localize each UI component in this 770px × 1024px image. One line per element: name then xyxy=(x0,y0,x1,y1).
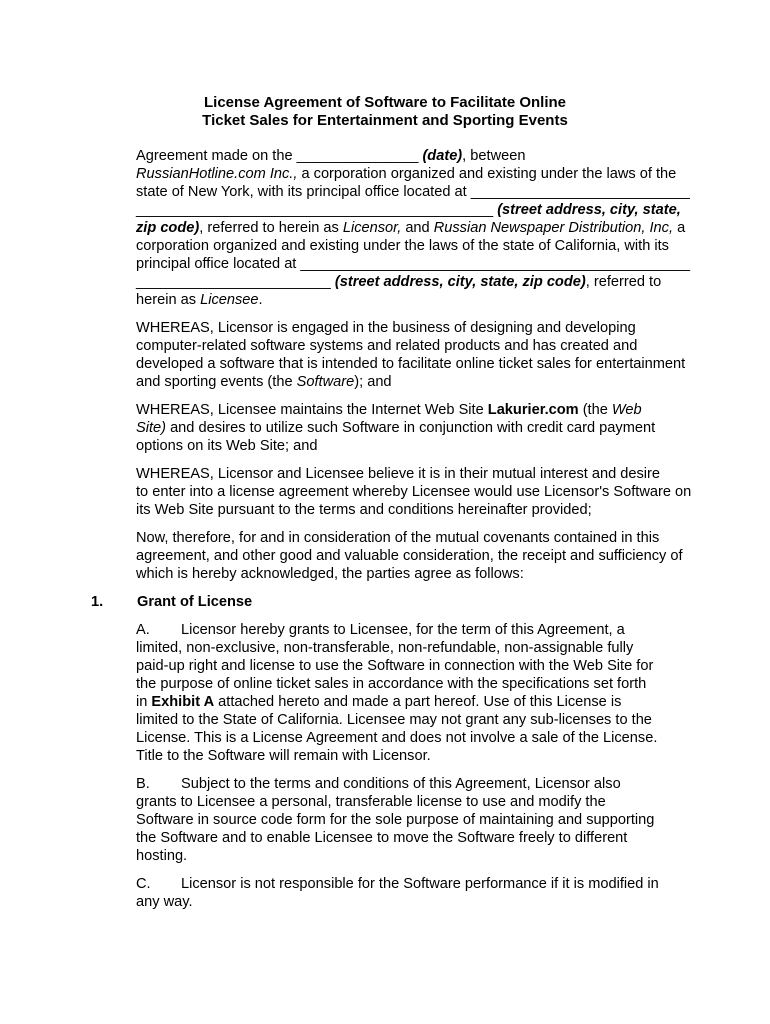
paragraph-text: Licensor hereby grants to Licensee, for the term of this Agreement, a xyxy=(181,622,625,638)
paragraph-line: WHEREAS, Licensor is engaged in the business of designing and developing xyxy=(136,320,636,336)
website-term: Web xyxy=(611,402,642,418)
paragraph-line: the purpose of online ticket sales in accordance with the specifications set forth xyxy=(136,676,647,692)
paragraph-text: in xyxy=(136,694,152,710)
clause-label: C. xyxy=(136,876,151,892)
intro-text: . xyxy=(258,292,263,308)
paragraph-line: Title to the Software will remain with Licensor. xyxy=(136,748,431,764)
section-1-heading xyxy=(91,593,681,611)
now-therefore-paragraph xyxy=(91,529,681,583)
clause-1c xyxy=(136,875,681,911)
title-line-2: Ticket Sales for Entertainment and Sporting Events xyxy=(202,112,568,129)
paragraph-text: ); and xyxy=(354,374,392,390)
paragraph-line: options on its Web Site; and xyxy=(136,438,318,454)
website-name: Lakurier.com xyxy=(487,402,579,418)
section-title: Grant of License xyxy=(137,594,253,610)
intro-text: Agreement made on the _______________ xyxy=(136,148,423,164)
website-term: Site) xyxy=(136,420,167,436)
intro-text: and xyxy=(401,220,434,236)
address-blank: ________________________ xyxy=(136,274,335,290)
licensee-term: Licensee xyxy=(200,292,259,308)
paragraph-line: License. This is a License Agreement and does not involve a sale of the License. xyxy=(136,730,658,746)
whereas-paragraph-2 xyxy=(91,401,681,455)
document-body xyxy=(91,147,692,921)
intro-text: , between xyxy=(462,148,526,164)
paragraph-line: grants to Licensee a personal, transferable license to use and modify the xyxy=(136,794,606,810)
paragraph-line: computer-related software systems and related products and has created and xyxy=(136,338,638,354)
paragraph-text: and sporting events (the xyxy=(136,374,297,390)
address-placeholder-label: (street address, city, state, zip code) xyxy=(334,274,586,290)
paragraph-line: its Web Site pursuant to the terms and conditions hereinafter provided; xyxy=(136,502,592,518)
intro-text: herein as xyxy=(136,292,201,308)
paragraph-line: which is hereby acknowledged, the parties agree as follows: xyxy=(136,566,524,582)
intro-text: state of New York, with its principal office located at ___________________________ xyxy=(136,184,690,200)
document-title xyxy=(0,94,770,130)
paragraph-text: WHEREAS, Licensee maintains the Internet Web Site xyxy=(136,402,488,418)
intro-text: , referred to xyxy=(585,274,662,290)
section-number: 1. xyxy=(91,594,104,610)
intro-text: principal office located at ________________________________________________ xyxy=(136,256,690,272)
software-term: Software xyxy=(296,374,355,390)
whereas-paragraph-1 xyxy=(91,319,686,391)
clause-1a xyxy=(136,621,681,765)
paragraph-text: and desires to utilize such Software in conjunction with credit card payment xyxy=(166,420,656,436)
paragraph-line: limited to the State of California. Licensee may not grant any sub-licenses to the xyxy=(136,712,652,728)
paragraph-line: the Software and to enable Licensee to move the Software freely to different xyxy=(136,830,628,846)
clause-label: B. xyxy=(136,776,150,792)
paragraph-line: to enter into a license agreement whereby Licensee would use Licensor's Software on xyxy=(136,484,692,500)
licensor-term: Licensor, xyxy=(342,220,402,236)
paragraph-text: attached hereto and made a part hereof. Use of this License is xyxy=(214,694,622,710)
intro-text: a corporation organized and existing under the laws of the xyxy=(297,166,677,182)
paragraph-text: Subject to the terms and conditions of this Agreement, Licensor also xyxy=(181,776,621,792)
intro-text: corporation organized and existing under the laws of the state of California, with its xyxy=(136,238,669,254)
paragraph-line: developed a software that is intended to facilitate online ticket sales for entertainment xyxy=(136,356,686,372)
clause-label: A. xyxy=(136,622,150,638)
paragraph-line: agreement, and other good and valuable consideration, the receipt and sufficiency of xyxy=(136,548,683,564)
paragraph-line: any way. xyxy=(136,894,193,910)
date-placeholder-label: (date) xyxy=(422,148,463,164)
paragraph-text: Licensor is not responsible for the Software performance if it is modified in xyxy=(181,876,659,892)
paragraph-line: limited, non-exclusive, non-transferable, non-refundable, non-assignable fully xyxy=(136,640,634,656)
paragraph-line: Software in source code form for the sole purpose of maintaining and supporting xyxy=(136,812,655,828)
address-placeholder-label: (street address, city, state, xyxy=(497,202,681,218)
title-line-1: License Agreement of Software to Facilitate Online xyxy=(203,94,567,111)
paragraph-line: WHEREAS, Licensor and Licensee believe it is in their mutual interest and desire xyxy=(136,466,661,482)
paragraph-line: hosting. xyxy=(136,848,188,864)
address-blank: ____________________________________________ xyxy=(136,202,498,218)
intro-paragraph xyxy=(91,147,690,309)
paragraph-text: (the xyxy=(578,402,612,418)
intro-text: a xyxy=(673,220,686,236)
licensee-name: Russian Newspaper Distribution, Inc, xyxy=(433,220,674,236)
paragraph-line: paid-up right and license to use the Software in connection with the Web Site for xyxy=(136,658,654,674)
exhibit-reference: Exhibit A xyxy=(151,694,215,710)
intro-text: , referred to herein as xyxy=(199,220,343,236)
paragraph-line: Now, therefore, for and in consideration of the mutual covenants contained in this xyxy=(136,530,660,546)
licensor-name: RussianHotline.com Inc., xyxy=(136,166,298,182)
whereas-paragraph-3 xyxy=(91,465,692,519)
clause-1b xyxy=(136,775,681,865)
address-placeholder-label: zip code) xyxy=(136,220,200,236)
